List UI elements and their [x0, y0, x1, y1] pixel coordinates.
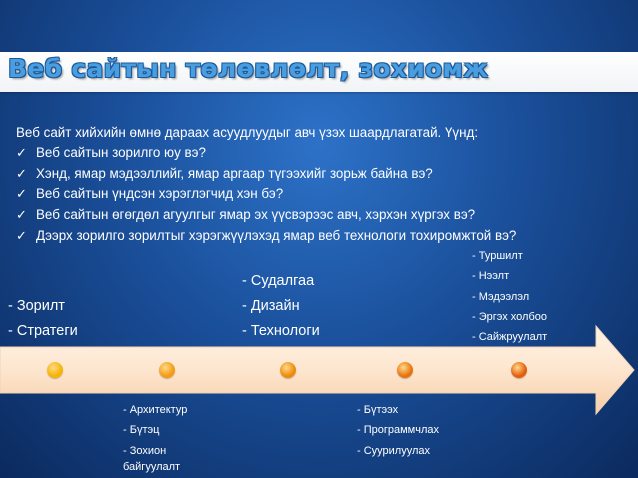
stage-label: - Мэдээлэл	[472, 290, 530, 303]
stage-label: - Эргэх холбоо	[472, 310, 548, 323]
stage-label: - Дизайн	[242, 298, 300, 314]
stage-label: - Сайжруулалт	[472, 331, 548, 344]
page-title: Веб сайтын төлөвлөлт, зохиомж	[8, 54, 489, 83]
stage-label: - Нээлт	[472, 270, 510, 283]
question-item	[16, 205, 631, 226]
stage-label: - Бүтээх	[357, 404, 399, 416]
stage-label: - Стратеги	[8, 323, 78, 339]
question-text: Веб сайтын өгөгдөл агуулгыг ямар эх үүсвэрээс авч, хэрхэн хүргэх вэ?	[36, 207, 476, 223]
check-icon: ✓	[16, 166, 27, 182]
stage-label: - Зохион	[123, 444, 167, 457]
timeline-dot-4	[397, 362, 413, 378]
check-icon: ✓	[16, 145, 27, 161]
stage-label: - Судалгаа	[242, 273, 315, 289]
question-item	[16, 226, 631, 247]
stage-2-labels	[123, 400, 187, 475]
question-text: Хэнд, ямар мэдээллийг, ямар аргаар түгээхийг зорьж байна вэ?	[36, 165, 433, 181]
stage-3-labels	[242, 269, 320, 344]
question-item	[16, 143, 631, 164]
check-icon: ✓	[16, 208, 27, 224]
timeline-dot-3	[280, 362, 296, 378]
stage-label: - Суурилуулах	[357, 444, 431, 457]
stage-label: - Архитектур	[123, 404, 188, 416]
question-text: Дээрх зорилго зорилтыг хэрэгжүүлэхэд ямар веб технологи тохиромжтой вэ?	[36, 227, 517, 243]
stage-label: - Зорилт	[8, 298, 65, 314]
stage-label: - Программчлах	[357, 424, 440, 437]
stage-label: байгуулалт	[123, 460, 181, 473]
questions-intro: Веб сайт хийхийн өмнө дараах асуудлуудыг авч үзэх шаардлагатай. Үүнд:	[16, 125, 479, 140]
question-text: Веб сайтын үндсэн хэрэглэгчид хэн бэ?	[36, 186, 284, 202]
stage-1-labels	[8, 294, 78, 344]
questions-block	[16, 123, 631, 247]
question-item	[16, 184, 631, 205]
stage-5-labels	[472, 246, 547, 347]
check-icon: ✓	[16, 187, 27, 203]
stage-label: - Туршилт	[472, 250, 523, 262]
stage-label: - Технологи	[242, 323, 320, 339]
stage-4-labels	[357, 400, 439, 461]
check-icon: ✓	[16, 228, 27, 244]
timeline-dot-1	[47, 362, 63, 378]
timeline-dot-5	[511, 362, 527, 378]
stage-label: - Бүтэц	[123, 424, 160, 437]
question-text: Веб сайтын зорилго юу вэ?	[36, 144, 206, 160]
question-item	[16, 164, 631, 185]
timeline-dot-2	[159, 362, 175, 378]
